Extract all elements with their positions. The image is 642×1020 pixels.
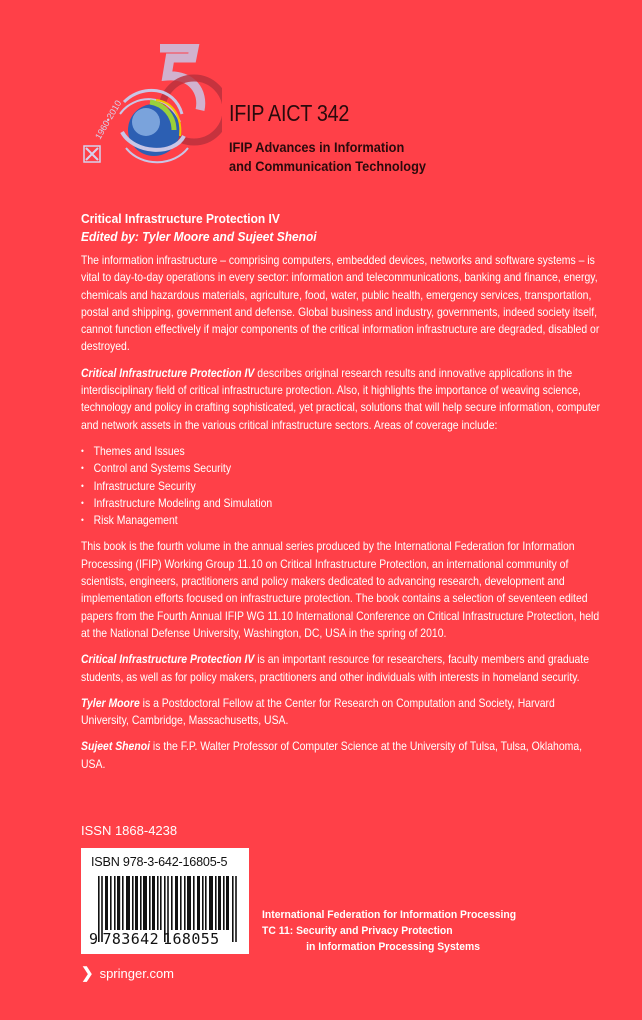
org-line-2: TC 11: Security and Privacy Protection — [262, 925, 453, 937]
series-name-line1: IFIP Advances in Information — [229, 140, 405, 156]
issn: ISSN 1868-4238 — [81, 823, 178, 838]
description-paragraph-4 — [81, 651, 601, 686]
coverage-item: • Infrastructure Modeling and Simulation — [81, 495, 601, 512]
springer-url[interactable]: springer.com — [99, 965, 174, 981]
coverage-item: • Infrastructure Security — [81, 478, 601, 495]
series-code: IFIP AICT 342 — [229, 100, 350, 126]
book-title: Critical Infrastructure Protection IV — [81, 211, 280, 226]
springer-link[interactable] — [81, 964, 174, 982]
back-cover-content — [81, 210, 601, 782]
series-name — [229, 139, 426, 177]
description-paragraph-1: The information infrastructure – comprising computers, embedded devices, networks and software systems – is vital to day-to-day operations in every sector: information and telecommunications, banking and finance, energy, chemicals and hazardous materials, agriculture, food, water, public health, emergency services, transportation, postal and shipping, government and defense. Global business and industry, governments, indeed society itself, cannot function effectively if major components of the critical information infrastructure are degraded, disabled or destroyed. — [81, 254, 600, 354]
logo-graphic-icon — [82, 44, 222, 174]
barcode-digits — [89, 930, 220, 948]
description-paragraph-3: This book is the fourth volume in the annual series produced by the International Federation for Information Processing (IFIP) Working Group 11.10 on Critical Infrastructure Protection, an international community of scientists, engineers, practitioners and policy makers dedicated to advancing research, development and implementation efforts focused on infrastructure protection. The book contains a selection of seventeen edited papers from the Fourth Annual IFIP WG 11.10 International Conference on Critical Infrastructure Protection, held at the National Defense University, Washington, DC, USA in the spring of 2010. — [81, 540, 600, 640]
bio-text: is the F.P. Walter Professor of Computer Science at the University of Tulsa, Tulsa, Oklahoma, USA. — [81, 740, 583, 771]
barcode-digits-right: 168055 — [163, 930, 220, 948]
barcode-digit-prefix: 9 — [89, 930, 99, 948]
editor-bio-shenoi — [81, 738, 601, 773]
coverage-list — [81, 443, 601, 529]
book-editors: Edited by: Tyler Moore and Sujeet Shenoi — [81, 229, 317, 244]
editor-name: Tyler Moore — [81, 696, 140, 710]
paragraph-4-text: is an important resource for researchers, faculty members and graduate students, as well as for policy makers, practitioners and other individuals with interests in homeland security. — [81, 653, 590, 684]
editor-name: Sujeet Shenoi — [81, 740, 151, 754]
barcode-digits-left: 783642 — [102, 930, 160, 948]
org-line-3: in Information Processing Systems — [306, 941, 481, 953]
chevron-right-icon: ❯ — [81, 965, 94, 982]
ifip-50-years-logo — [82, 44, 222, 174]
editor-bio-moore — [81, 695, 601, 730]
isbn-label: ISBN 978-3-642-16805-5 — [91, 855, 228, 869]
book-title-emphasis: Critical Infrastructure Protection IV — [81, 366, 255, 380]
book-title-emphasis: Critical Infrastructure Protection IV — [81, 653, 255, 667]
coverage-item: • Control and Systems Security — [81, 460, 601, 477]
coverage-item: • Risk Management — [81, 512, 601, 529]
series-name-line2: and Communication Technology — [229, 159, 426, 175]
isbn-barcode — [81, 848, 249, 954]
bio-text: is a Postdoctoral Fellow at the Center for Research on Computation and Society, Harvard University, Cambridge, Massachusetts, USA. — [81, 696, 555, 728]
svg-text:1960•2010: 1960•2010 — [93, 98, 124, 141]
coverage-item: • Themes and Issues — [81, 443, 601, 460]
org-line-1: International Federation for Information Processing — [262, 909, 517, 921]
paragraph-2-text: describes original research results and innovative applications in the interdisciplinary field of critical infrastructure protection. Also, it highlights the importance of weaving science, technology and policy in crafting sophisticated, yet practical, solutions that will help secure information, computer and network assets in the various critical infrastructure sectors. Areas of coverage include: — [81, 366, 601, 432]
ifip-tc11-info — [262, 907, 516, 955]
description-paragraph-2 — [81, 365, 601, 434]
